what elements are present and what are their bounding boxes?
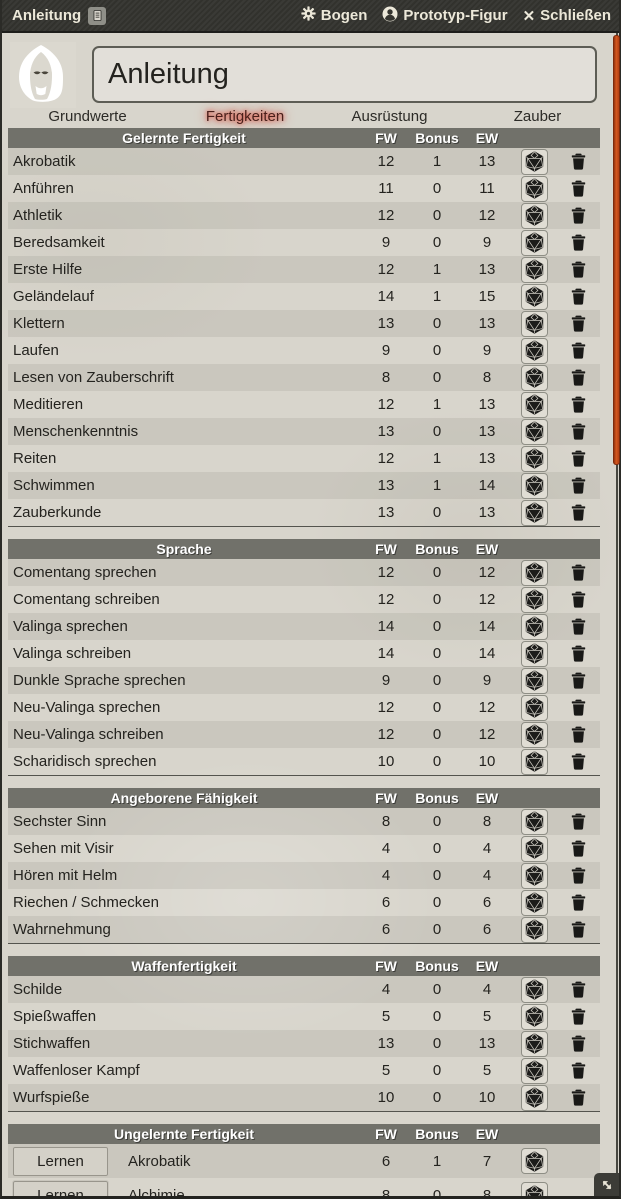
window-title: Anleitung: [12, 7, 82, 24]
skill-fw-value: 12: [377, 564, 395, 581]
roll-die-button[interactable]: [521, 1182, 548, 1199]
roll-die-button[interactable]: [521, 365, 548, 391]
column-ew: EW: [475, 541, 499, 557]
skill-fw-value: 13: [377, 1035, 395, 1052]
skill-row: [8, 721, 600, 748]
skill-bonus-value: 0: [432, 1062, 442, 1079]
column-fw: FW: [375, 541, 397, 557]
tab-zauber[interactable]: Zauber: [513, 107, 562, 125]
section-header: [8, 1124, 600, 1144]
skill-row: [8, 472, 600, 499]
skill-row: [8, 499, 600, 526]
skill-ew-value: 15: [478, 288, 496, 305]
skill-bonus-value: 1: [432, 288, 442, 305]
roll-die-button[interactable]: [521, 257, 548, 283]
delete-skill-button[interactable]: [571, 813, 586, 830]
delete-skill-button[interactable]: [571, 591, 586, 608]
roll-die-button[interactable]: [521, 668, 548, 694]
skill-row: [8, 418, 600, 445]
resize-handle-icon[interactable]: [594, 1173, 619, 1196]
skill-fw-value: 6: [381, 894, 391, 911]
skill-name: Dunkle Sprache sprechen: [13, 672, 186, 689]
skill-ew-value: 4: [482, 840, 492, 857]
delete-skill-button[interactable]: [571, 564, 586, 581]
roll-die-button[interactable]: [521, 446, 548, 472]
skill-ew-value: 4: [482, 867, 492, 884]
skill-bonus-value: 0: [432, 234, 442, 251]
skill-bonus-value: 0: [432, 753, 442, 770]
skill-name: Neu-Valinga schreiben: [13, 726, 164, 743]
skill-name: Spießwaffen: [13, 1008, 97, 1025]
skill-name: Athletik: [13, 207, 63, 224]
skill-row: [8, 1030, 600, 1057]
skill-bonus-value: 1: [432, 450, 442, 467]
skill-ew-value: 13: [478, 396, 496, 413]
roll-die-button[interactable]: [521, 641, 548, 667]
roll-die-button[interactable]: [521, 722, 548, 748]
skill-row: [8, 667, 600, 694]
skill-row: [8, 889, 600, 916]
roll-die-button[interactable]: [521, 176, 548, 202]
skill-ew-value: 14: [478, 618, 496, 635]
skill-row: [8, 148, 600, 175]
column-bonus: Bonus: [415, 958, 459, 974]
skill-bonus-value: 1: [432, 477, 442, 494]
skill-bonus-value: 0: [432, 564, 442, 581]
skill-name: Laufen: [13, 342, 59, 359]
roll-die-button[interactable]: [521, 560, 548, 586]
column-bonus: Bonus: [415, 1126, 459, 1142]
skill-bonus-value: 0: [432, 342, 442, 359]
skill-ew-value: 13: [478, 423, 496, 440]
skill-fw-value: 6: [381, 1152, 391, 1170]
skill-bonus-value: 0: [432, 180, 442, 197]
skill-name: Meditieren: [13, 396, 84, 413]
roll-die-button[interactable]: [521, 203, 548, 229]
roll-die-button[interactable]: [521, 473, 548, 499]
skill-row: [8, 229, 600, 256]
delete-skill-button[interactable]: [571, 315, 586, 332]
unlearned-skill-row: [8, 1178, 600, 1199]
delete-skill-button[interactable]: [571, 396, 586, 413]
skill-row: [8, 1084, 600, 1111]
menu-item-label: Schließen: [540, 7, 611, 24]
skill-name: Waffenloser Kampf: [13, 1062, 140, 1079]
skill-name: Neu-Valinga sprechen: [13, 699, 161, 716]
skill-fw-value: 12: [377, 591, 395, 608]
column-ew: EW: [475, 1126, 499, 1142]
skill-bonus-value: 1: [432, 396, 442, 413]
skill-bonus-value: 0: [432, 867, 442, 884]
skill-ew-value: 13: [478, 450, 496, 467]
skill-section: [8, 539, 600, 776]
menu-item-label: Prototyp-Figur: [403, 7, 508, 24]
skill-bonus-value: 0: [432, 423, 442, 440]
skill-name: Akrobatik: [128, 1152, 191, 1170]
skill-bonus-value: 0: [432, 645, 442, 662]
skill-bonus-value: 0: [432, 207, 442, 224]
skill-name: Schilde: [13, 981, 63, 998]
skill-fw-value: 4: [381, 840, 391, 857]
skill-row: [8, 310, 600, 337]
skill-ew-value: 4: [482, 981, 492, 998]
column-ew: EW: [475, 790, 499, 806]
skill-row: [8, 1003, 600, 1030]
skill-ew-value: 8: [482, 369, 492, 386]
roll-die-button[interactable]: [521, 311, 548, 337]
skill-bonus-value: 0: [432, 981, 442, 998]
skill-ew-value: 12: [478, 699, 496, 716]
skill-name: Wurfspieße: [13, 1089, 90, 1106]
column-ew: EW: [475, 130, 499, 146]
skill-name: Geländelauf: [13, 288, 94, 305]
skill-section: [8, 788, 600, 944]
skill-fw-value: 12: [377, 396, 395, 413]
roll-die-button[interactable]: [521, 836, 548, 862]
roll-die-button[interactable]: [521, 587, 548, 613]
skill-fw-value: 12: [377, 699, 395, 716]
section-header: [8, 788, 600, 808]
delete-skill-button[interactable]: [571, 288, 586, 305]
column-fw: FW: [375, 790, 397, 806]
skill-name: Riechen / Schmecken: [13, 894, 159, 911]
column-fw: FW: [375, 958, 397, 974]
skill-name: Alchimie: [128, 1186, 185, 1199]
skill-fw-value: 12: [377, 726, 395, 743]
skill-row: [8, 586, 600, 613]
skill-fw-value: 14: [377, 288, 395, 305]
skill-row: [8, 175, 600, 202]
delete-skill-button[interactable]: [571, 477, 586, 494]
titlebar: [0, 0, 621, 33]
delete-skill-button[interactable]: [571, 261, 586, 278]
skill-fw-value: 4: [381, 867, 391, 884]
roll-die-button[interactable]: [521, 1031, 548, 1057]
delete-skill-button[interactable]: [571, 369, 586, 386]
skill-row: [8, 862, 600, 889]
skill-ew-value: 14: [478, 477, 496, 494]
delete-skill-button[interactable]: [571, 234, 586, 251]
section-rows: [8, 976, 600, 1111]
skill-fw-value: 5: [381, 1062, 391, 1079]
delete-skill-button[interactable]: [571, 672, 586, 689]
skill-row: [8, 559, 600, 586]
skill-bonus-value: 0: [432, 813, 442, 830]
skill-row: [8, 1057, 600, 1084]
skill-row: [8, 835, 600, 862]
character-name-input[interactable]: [92, 46, 597, 103]
delete-skill-button[interactable]: [571, 450, 586, 467]
skill-fw-value: 13: [377, 504, 395, 521]
skill-ew-value: 9: [482, 672, 492, 689]
roll-die-button[interactable]: [521, 890, 548, 916]
skill-bonus-value: 0: [432, 1008, 442, 1025]
skill-ew-value: 9: [482, 234, 492, 251]
skill-name: Valinga schreiben: [13, 645, 132, 662]
skill-fw-value: 9: [381, 234, 391, 251]
section-header: [8, 128, 600, 148]
roll-die-button[interactable]: [521, 863, 548, 889]
unlearned-section: [8, 1124, 600, 1199]
tab-grundwerte[interactable]: Grundwerte: [48, 107, 127, 125]
skill-ew-value: 8: [482, 813, 492, 830]
roll-die-button[interactable]: [521, 419, 548, 445]
skill-name: Scharidisch sprechen: [13, 753, 157, 770]
column-fw: FW: [375, 130, 397, 146]
delete-skill-button[interactable]: [571, 699, 586, 716]
delete-skill-button[interactable]: [571, 153, 586, 170]
learn-button[interactable]: Lernen: [13, 1147, 108, 1176]
skill-ew-value: 13: [478, 315, 496, 332]
column-fw: FW: [375, 1126, 397, 1142]
column-bonus: Bonus: [415, 130, 459, 146]
skill-ew-value: 10: [478, 753, 496, 770]
skill-bonus-value: 1: [432, 1152, 442, 1170]
skill-bonus-value: 1: [432, 261, 442, 278]
skill-bonus-value: 0: [432, 1186, 442, 1199]
roll-die-button[interactable]: [521, 1058, 548, 1084]
skill-fw-value: 13: [377, 315, 395, 332]
skill-ew-value: 13: [478, 153, 496, 170]
skill-row: [8, 976, 600, 1003]
skill-name: Reiten: [13, 450, 57, 467]
skill-fw-value: 9: [381, 342, 391, 359]
section-title: Angeborene Fähigkeit: [110, 790, 258, 806]
section-rows: [8, 148, 600, 526]
scrollbar-thumb[interactable]: [613, 35, 620, 465]
menu-item-label: Bogen: [320, 7, 368, 24]
skill-bonus-value: 0: [432, 504, 442, 521]
skill-ew-value: 11: [479, 180, 495, 197]
delete-skill-button[interactable]: [571, 618, 586, 635]
gear-icon: [301, 6, 316, 25]
skill-name: Anführen: [13, 180, 74, 197]
delete-skill-button[interactable]: [571, 207, 586, 224]
roll-die-button[interactable]: [521, 284, 548, 310]
skill-sections: [8, 128, 621, 1112]
skill-row: [8, 640, 600, 667]
skill-fw-value: 14: [377, 645, 395, 662]
column-bonus: Bonus: [415, 790, 459, 806]
roll-die-button[interactable]: [521, 695, 548, 721]
delete-skill-button[interactable]: [571, 894, 586, 911]
delete-skill-button[interactable]: [571, 867, 586, 884]
section-rows: [8, 808, 600, 943]
menu-item-figure[interactable]: [382, 6, 507, 26]
section-title: Sprache: [156, 541, 212, 557]
skill-fw-value: 13: [377, 477, 395, 494]
skill-fw-value: 11: [378, 180, 394, 197]
skill-fw-value: 10: [377, 753, 395, 770]
skill-ew-value: 5: [482, 1062, 492, 1079]
skill-bonus-value: 0: [432, 1089, 442, 1106]
roll-die-button[interactable]: [521, 1148, 548, 1174]
skill-name: Stichwaffen: [13, 1035, 91, 1052]
skill-name: Hören mit Helm: [13, 867, 118, 884]
delete-skill-button[interactable]: [571, 981, 586, 998]
delete-skill-button[interactable]: [571, 840, 586, 857]
roll-die-button[interactable]: [521, 149, 548, 175]
skill-fw-value: 13: [377, 423, 395, 440]
roll-die-button[interactable]: [521, 977, 548, 1003]
skill-section: [8, 128, 600, 527]
skill-row: [8, 748, 600, 775]
skill-fw-value: 8: [381, 813, 391, 830]
tab-ausruestung[interactable]: Ausrüstung: [351, 107, 428, 125]
skill-row: [8, 337, 600, 364]
roll-die-button[interactable]: [521, 749, 548, 775]
skill-fw-value: 12: [377, 153, 395, 170]
section-title: Ungelernte Fertigkeit: [113, 1126, 255, 1142]
skill-name: Beredsamkeit: [13, 234, 105, 251]
skill-ew-value: 12: [478, 207, 496, 224]
skill-bonus-value: 1: [432, 153, 442, 170]
delete-skill-button[interactable]: [571, 504, 586, 521]
skill-row: [8, 391, 600, 418]
skill-ew-value: 8: [482, 1186, 492, 1199]
roll-die-button[interactable]: [521, 392, 548, 418]
skill-fw-value: 14: [377, 618, 395, 635]
skill-row: [8, 916, 600, 943]
skill-fw-value: 12: [377, 450, 395, 467]
delete-skill-button[interactable]: [571, 1035, 586, 1052]
delete-skill-button[interactable]: [571, 726, 586, 743]
skill-name: Sehen mit Visir: [13, 840, 114, 857]
skill-name: Schwimmen: [13, 477, 95, 494]
skill-ew-value: 12: [478, 591, 496, 608]
skill-name: Akrobatik: [13, 153, 76, 170]
delete-skill-button[interactable]: [571, 921, 586, 938]
skill-ew-value: 5: [482, 1008, 492, 1025]
skill-bonus-value: 0: [432, 369, 442, 386]
tab-bar: [0, 104, 611, 128]
roll-die-button[interactable]: [521, 917, 548, 943]
skill-row: [8, 202, 600, 229]
skill-name: Sechster Sinn: [13, 813, 107, 830]
delete-skill-button[interactable]: [571, 1089, 586, 1106]
delete-skill-button[interactable]: [571, 423, 586, 440]
skill-ew-value: 10: [478, 1089, 496, 1106]
delete-skill-button[interactable]: [571, 1008, 586, 1025]
delete-skill-button[interactable]: [571, 180, 586, 197]
character-header: [0, 33, 621, 128]
skill-ew-value: 14: [478, 645, 496, 662]
skill-ew-value: 12: [478, 564, 496, 581]
skill-fw-value: 8: [381, 369, 391, 386]
skill-bonus-value: 0: [432, 699, 442, 716]
skill-bonus-value: 0: [432, 315, 442, 332]
skill-name: Lesen von Zauberschrift: [13, 369, 174, 386]
skill-name: Menschenkenntnis: [13, 423, 139, 440]
skill-bonus-value: 0: [432, 726, 442, 743]
skill-row: [8, 808, 600, 835]
skill-row: [8, 694, 600, 721]
skill-name: Wahrnehmung: [13, 921, 111, 938]
skill-fw-value: 8: [381, 1186, 391, 1199]
roll-die-button[interactable]: [521, 1004, 548, 1030]
roll-die-button[interactable]: [521, 500, 548, 526]
section-header: [8, 956, 600, 976]
skill-ew-value: 6: [482, 921, 492, 938]
skill-ew-value: 12: [478, 726, 496, 743]
skill-name: Erste Hilfe: [13, 261, 83, 278]
user-icon: [382, 6, 398, 26]
close-icon: ✕: [522, 7, 536, 25]
skill-bonus-value: 0: [432, 921, 442, 938]
delete-skill-button[interactable]: [571, 645, 586, 662]
column-ew: EW: [475, 958, 499, 974]
skill-bonus-value: 0: [432, 672, 442, 689]
scroll-icon[interactable]: [88, 7, 106, 25]
skill-ew-value: 13: [478, 504, 496, 521]
skills-content: [0, 128, 621, 1199]
delete-skill-button[interactable]: [571, 753, 586, 770]
roll-die-button[interactable]: [521, 614, 548, 640]
skill-name: Comentang sprechen: [13, 564, 157, 581]
delete-skill-button[interactable]: [571, 342, 586, 359]
skill-row: [8, 613, 600, 640]
skill-section: [8, 956, 600, 1112]
skill-ew-value: 13: [478, 1035, 496, 1052]
skill-fw-value: 10: [377, 1089, 395, 1106]
skill-name: Klettern: [13, 315, 65, 332]
roll-die-button[interactable]: [521, 809, 548, 835]
roll-die-button[interactable]: [521, 230, 548, 256]
menu-item-close[interactable]: [523, 7, 611, 25]
skill-row: [8, 445, 600, 472]
skill-ew-value: 13: [478, 261, 496, 278]
skill-row: [8, 364, 600, 391]
roll-die-button[interactable]: [521, 338, 548, 364]
skill-bonus-value: 0: [432, 840, 442, 857]
skill-bonus-value: 0: [432, 591, 442, 608]
skill-name: Comentang schreiben: [13, 591, 160, 608]
skill-fw-value: 12: [377, 261, 395, 278]
skill-name: Zauberkunde: [13, 504, 102, 521]
section-header: [8, 539, 600, 559]
skill-fw-value: 12: [377, 207, 395, 224]
section-title: Gelernte Fertigkeit: [122, 130, 246, 146]
roll-die-button[interactable]: [521, 1085, 548, 1111]
skill-fw-value: 9: [381, 672, 391, 689]
skill-row: [8, 283, 600, 310]
delete-skill-button[interactable]: [571, 1062, 586, 1079]
skill-row: [8, 256, 600, 283]
unlearned-skill-row: [8, 1144, 600, 1178]
menu-item-bogen[interactable]: [301, 6, 368, 25]
skill-bonus-value: 0: [432, 894, 442, 911]
tab-fertigkeiten[interactable]: Fertigkeiten: [205, 107, 285, 125]
unlearned-rows: [8, 1144, 600, 1199]
skill-fw-value: 5: [381, 1008, 391, 1025]
avatar[interactable]: [10, 42, 76, 108]
skill-fw-value: 4: [381, 981, 391, 998]
skill-ew-value: 9: [482, 342, 492, 359]
skill-ew-value: 6: [482, 894, 492, 911]
skill-bonus-value: 0: [432, 618, 442, 635]
section-title: Waffenfertigkeit: [131, 958, 237, 974]
skill-ew-value: 7: [482, 1152, 492, 1170]
skill-fw-value: 6: [381, 921, 391, 938]
section-rows: [8, 559, 600, 775]
column-bonus: Bonus: [415, 541, 459, 557]
skill-name: Valinga sprechen: [13, 618, 128, 635]
skill-bonus-value: 0: [432, 1035, 442, 1052]
learn-button[interactable]: Lernen: [13, 1181, 108, 1199]
